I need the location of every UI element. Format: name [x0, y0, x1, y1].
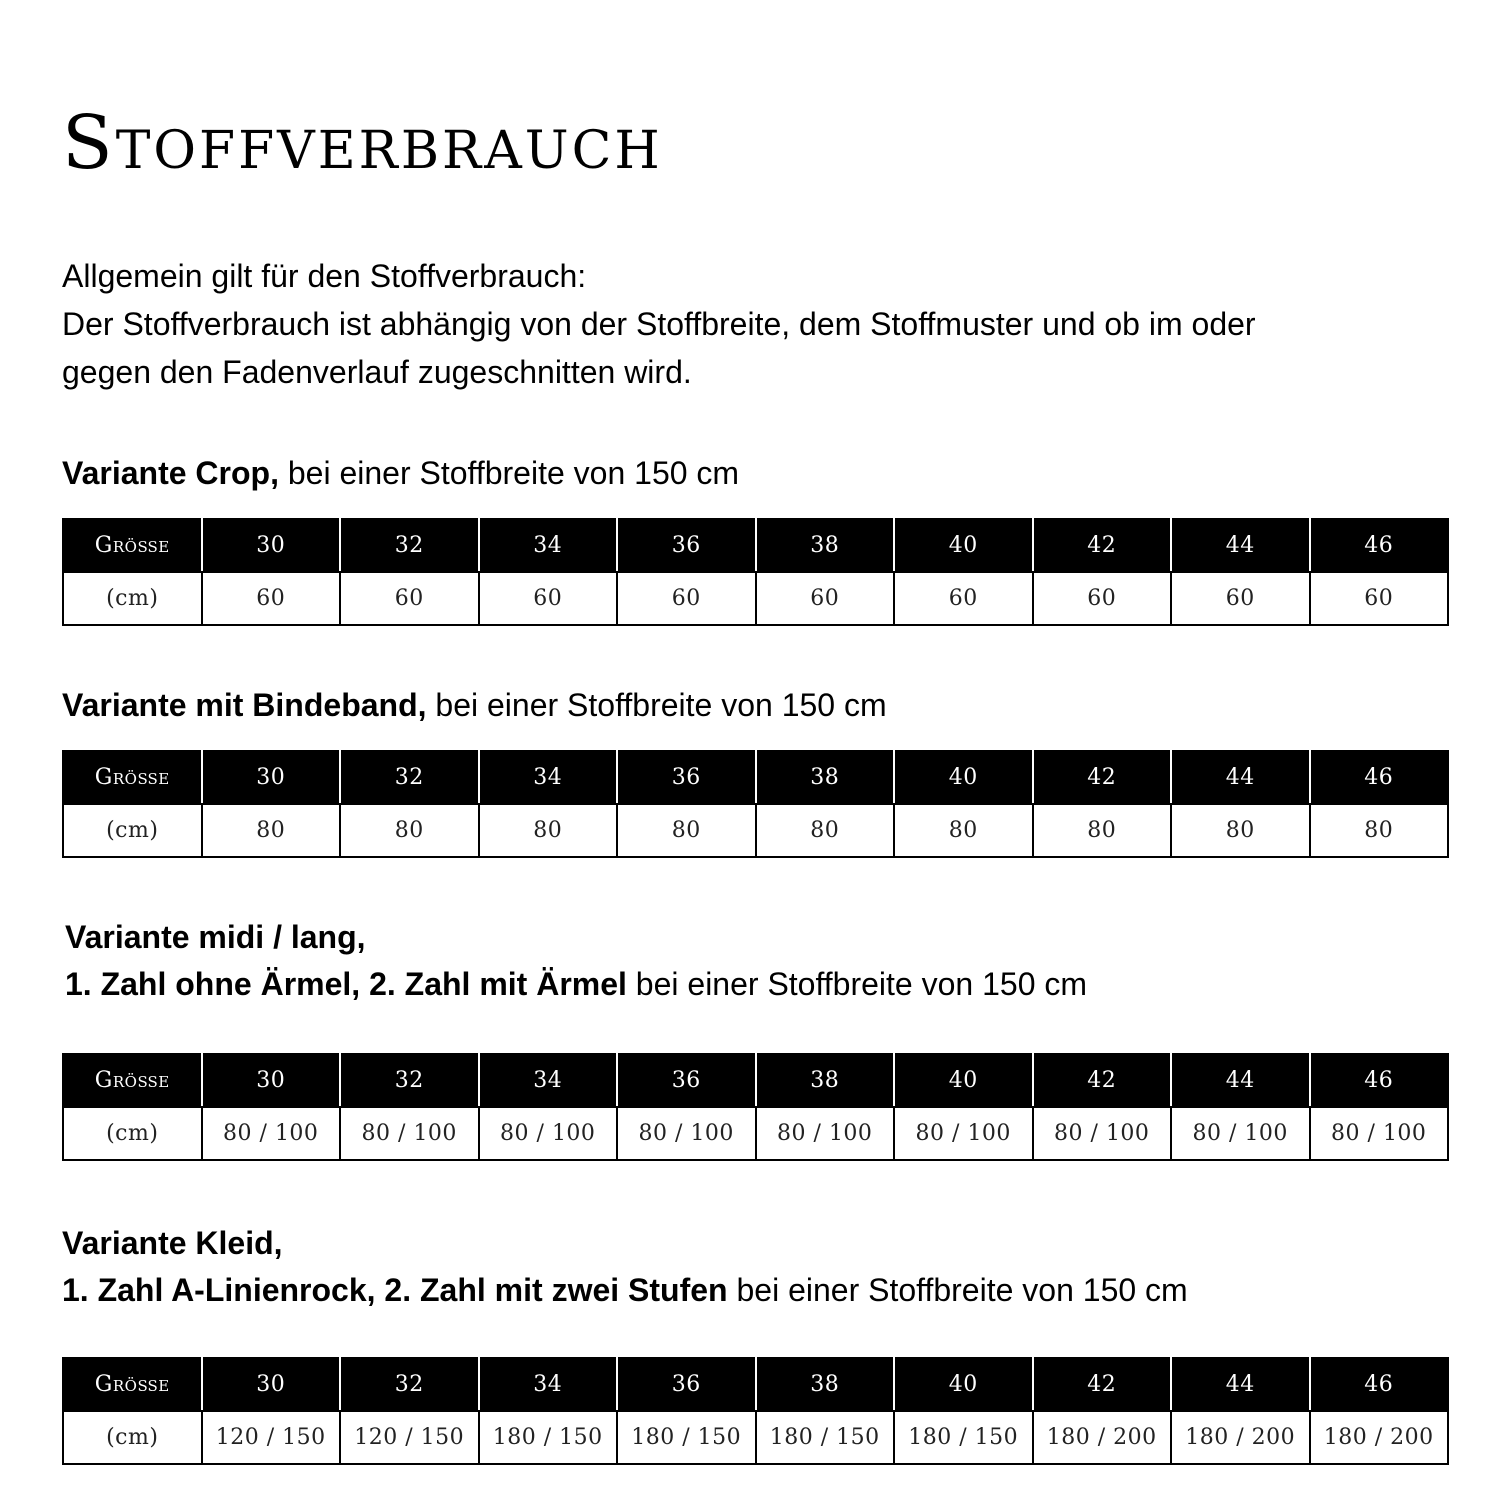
value-cell: 180 / 150	[617, 1411, 756, 1464]
intro-text	[62, 252, 1462, 396]
section-heading-rest: bei einer Stoffbreite von 150 cm	[626, 966, 1088, 1002]
size-table-midi-lang	[62, 1053, 1449, 1161]
value-cell: 80	[617, 804, 756, 857]
value-cell: 80	[1171, 804, 1310, 857]
section-heading-rest: bei einer Stoffbreite von 150 cm	[278, 455, 740, 491]
value-cell: 80	[894, 804, 1033, 857]
value-cell: 60	[479, 572, 618, 625]
value-label-cell: (cm)	[63, 572, 202, 625]
size-cell: 36	[617, 1054, 756, 1107]
size-cell: 34	[479, 1054, 618, 1107]
value-cell: 60	[340, 572, 479, 625]
size-cell: 32	[340, 519, 479, 572]
section-heading-line1: Variante midi / lang,	[65, 919, 366, 955]
size-table-bindeband	[62, 750, 1449, 858]
section-heading-line1: Variante Kleid,	[62, 1225, 283, 1261]
section-heading-bold: 1. Zahl A-Linienrock, 2. Zahl mit zwei Stufen	[62, 1272, 728, 1308]
size-cell: 40	[894, 519, 1033, 572]
value-cell: 80	[1033, 804, 1172, 857]
table-header-row	[63, 1054, 1448, 1107]
size-cell: 40	[894, 751, 1033, 804]
value-cell: 80	[202, 804, 341, 857]
value-label-cell: (cm)	[63, 1107, 202, 1160]
value-cell: 80	[1310, 804, 1449, 857]
value-cell: 180 / 150	[479, 1411, 618, 1464]
table-value-row	[63, 804, 1448, 857]
size-cell: 30	[202, 519, 341, 572]
size-cell: 38	[756, 1358, 895, 1411]
value-cell: 120 / 150	[340, 1411, 479, 1464]
size-cell: 32	[340, 1054, 479, 1107]
size-cell: 40	[894, 1358, 1033, 1411]
size-cell: 30	[202, 1358, 341, 1411]
header-label-cell: Größe	[63, 1358, 202, 1411]
size-cell: 44	[1171, 1054, 1310, 1107]
size-cell: 32	[340, 1358, 479, 1411]
section-heading-kleid	[62, 1220, 1188, 1314]
size-table-crop	[62, 518, 1449, 626]
size-cell: 36	[617, 751, 756, 804]
table-header-row	[63, 751, 1448, 804]
size-cell: 34	[479, 1358, 618, 1411]
value-cell: 80 / 100	[479, 1107, 618, 1160]
table-header-row	[63, 1358, 1448, 1411]
table-value-row	[63, 1411, 1448, 1464]
header-label-cell: Größe	[63, 1054, 202, 1107]
value-cell: 60	[202, 572, 341, 625]
value-cell: 60	[756, 572, 895, 625]
size-cell: 44	[1171, 519, 1310, 572]
value-cell: 80	[479, 804, 618, 857]
header-label-cell: Größe	[63, 519, 202, 572]
size-cell: 38	[756, 1054, 895, 1107]
section-heading-bold: Variante Crop,	[62, 455, 279, 491]
value-cell: 80	[756, 804, 895, 857]
table-value-row	[63, 572, 1448, 625]
value-cell: 180 / 200	[1171, 1411, 1310, 1464]
size-cell: 46	[1310, 1358, 1449, 1411]
intro-line-3: gegen den Fadenverlauf zugeschnitten wird.	[62, 354, 692, 390]
size-cell: 46	[1310, 1054, 1449, 1107]
size-cell: 34	[479, 751, 618, 804]
value-cell: 80 / 100	[340, 1107, 479, 1160]
value-label-cell: (cm)	[63, 804, 202, 857]
value-cell: 80 / 100	[1310, 1107, 1449, 1160]
section-heading-rest: bei einer Stoffbreite von 150 cm	[426, 687, 887, 723]
value-cell: 180 / 150	[756, 1411, 895, 1464]
value-label-cell: (cm)	[63, 1411, 202, 1464]
section-heading-bindeband	[62, 682, 887, 729]
size-cell: 44	[1171, 1358, 1310, 1411]
size-cell: 32	[340, 751, 479, 804]
header-label-cell: Größe	[63, 751, 202, 804]
section-heading-bold: 1. Zahl ohne Ärmel, 2. Zahl mit Ärmel	[65, 966, 627, 1002]
size-cell: 42	[1033, 751, 1172, 804]
value-cell: 80 / 100	[202, 1107, 341, 1160]
value-cell: 80	[340, 804, 479, 857]
size-cell: 38	[756, 519, 895, 572]
value-cell: 80 / 100	[894, 1107, 1033, 1160]
size-cell: 38	[756, 751, 895, 804]
size-cell: 40	[894, 1054, 1033, 1107]
size-cell: 46	[1310, 519, 1449, 572]
value-cell: 80 / 100	[617, 1107, 756, 1160]
value-cell: 180 / 150	[894, 1411, 1033, 1464]
value-cell: 60	[617, 572, 756, 625]
value-cell: 180 / 200	[1310, 1411, 1449, 1464]
value-cell: 80 / 100	[1033, 1107, 1172, 1160]
intro-line-1: Allgemein gilt für den Stoffverbrauch:	[62, 258, 587, 294]
table-value-row	[63, 1107, 1448, 1160]
size-cell: 42	[1033, 1358, 1172, 1411]
section-heading-bold: Variante mit Bindeband,	[62, 687, 427, 723]
value-cell: 80 / 100	[1171, 1107, 1310, 1160]
page-title: Stoffverbrauch	[62, 100, 663, 186]
size-table-kleid	[62, 1357, 1449, 1465]
size-cell: 30	[202, 1054, 341, 1107]
value-cell: 60	[1310, 572, 1449, 625]
intro-line-2: Der Stoffverbrauch ist abhängig von der Stoffbreite, dem Stoffmuster und ob im oder	[62, 306, 1256, 342]
size-cell: 36	[617, 519, 756, 572]
size-cell: 34	[479, 519, 618, 572]
size-cell: 46	[1310, 751, 1449, 804]
section-heading-midi-lang	[65, 914, 1087, 1008]
value-cell: 60	[1033, 572, 1172, 625]
size-cell: 30	[202, 751, 341, 804]
section-heading-rest: bei einer Stoffbreite von 150 cm	[727, 1272, 1188, 1308]
value-cell: 120 / 150	[202, 1411, 341, 1464]
size-cell: 42	[1033, 1054, 1172, 1107]
value-cell: 60	[894, 572, 1033, 625]
size-cell: 42	[1033, 519, 1172, 572]
section-heading-crop	[62, 450, 739, 497]
value-cell: 80 / 100	[756, 1107, 895, 1160]
value-cell: 60	[1171, 572, 1310, 625]
size-cell: 36	[617, 1358, 756, 1411]
value-cell: 180 / 200	[1033, 1411, 1172, 1464]
size-cell: 44	[1171, 751, 1310, 804]
table-header-row	[63, 519, 1448, 572]
